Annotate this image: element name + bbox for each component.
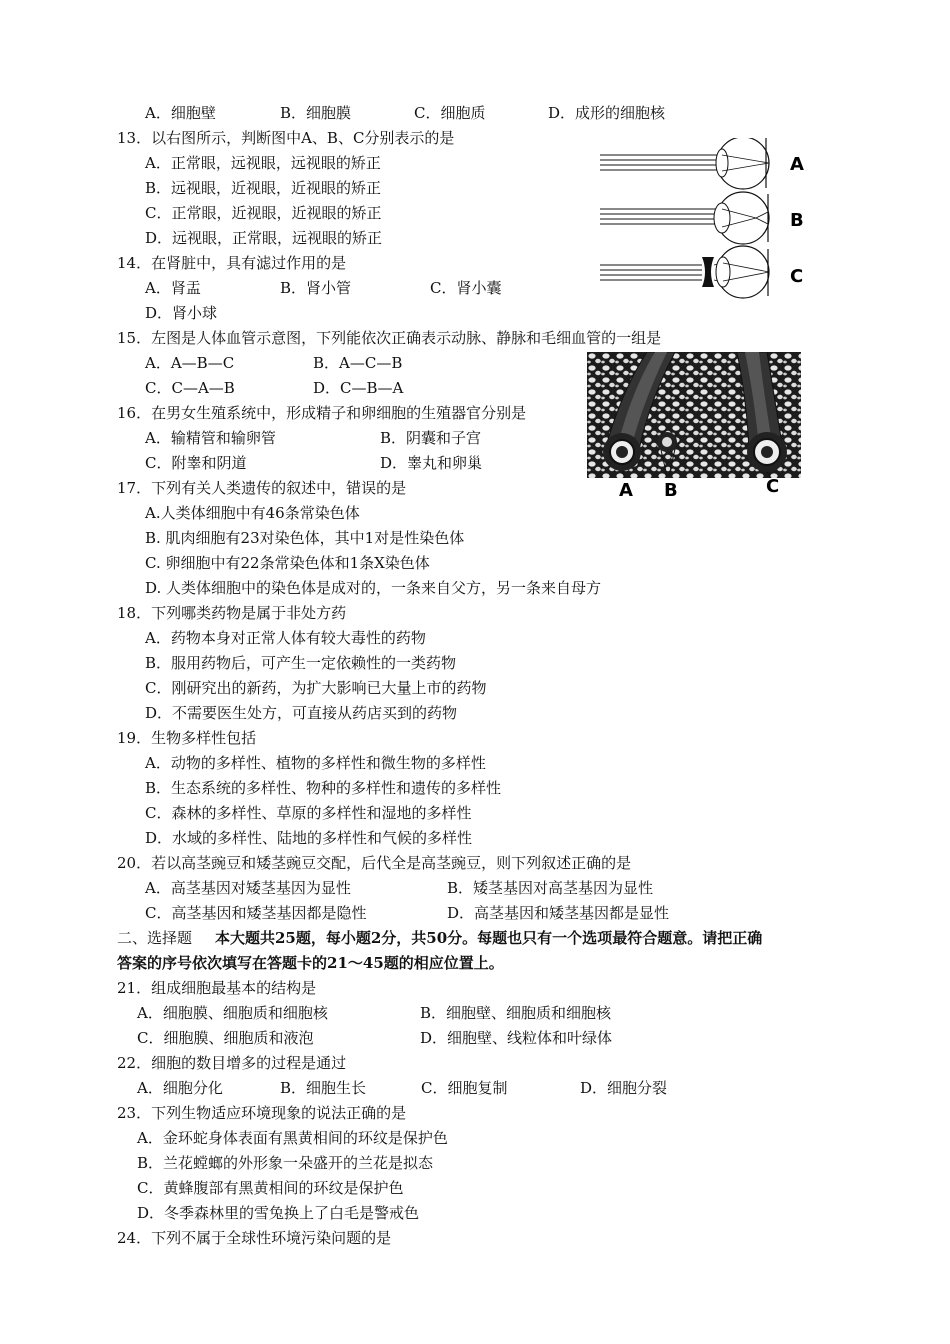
eye-label-c: C (790, 266, 804, 287)
q12-option-b: B．细胞膜 (280, 104, 352, 122)
eye-label-a: A (790, 154, 804, 175)
q23-option-a: A．金环蛇身体表面有黑黄相间的环纹是保护色 (137, 1129, 448, 1147)
q20-option-a: A．高茎基因对矮茎基因为显性 (145, 879, 351, 897)
q20-option-b: B．矮茎基因对高茎基因为显性 (447, 879, 654, 897)
eye-a (600, 138, 769, 189)
q15-stem: 15．左图是人体血管示意图，下列能依次正确表示动脉、静脉和毛细血管的一组是 (117, 329, 662, 347)
q16-option-a: A．输精管和输卵管 (145, 429, 276, 447)
q23-option-c: C．黄蜂腹部有黑黄相间的环纹是保护色 (137, 1179, 404, 1197)
q12-option-d: D．成形的细胞核 (548, 104, 666, 122)
q23-option-d: D．冬季森林里的雪兔换上了白毛是警戒色 (137, 1204, 420, 1222)
q24-stem: 24．下列不属于全球性环境污染问题的是 (117, 1229, 392, 1247)
eye-lens-figure (598, 138, 813, 304)
q16-option-d: D．睾丸和卵巢 (380, 454, 483, 472)
vessel-label-c: C (766, 476, 780, 497)
q17-option-d: D. 人类体细胞中的染色体是成对的，一条来自父方，另一条来自母方 (145, 579, 602, 597)
q15-option-d: D．C—B—A (313, 379, 404, 397)
eye-b (600, 192, 769, 244)
q15-option-c: C．C—A—B (145, 379, 235, 397)
q23-stem: 23．下列生物适应环境现象的说法正确的是 (117, 1104, 407, 1122)
q13-option-b: B．远视眼，近视眼，近视眼的矫正 (145, 179, 382, 197)
q13-option-d: D．远视眼，正常眼，远视眼的矫正 (145, 229, 383, 247)
q18-option-d: D．不需要医生处方，可直接从药店买到的药物 (145, 704, 458, 722)
q22-option-b: B．细胞生长 (280, 1079, 367, 1097)
vessel-label-b: B (664, 480, 678, 500)
q12-option-c: C．细胞质 (414, 104, 486, 122)
q20-stem: 20．若以高茎豌豆和矮茎豌豆交配，后代全是高茎豌豆，则下列叙述正确的是 (117, 854, 632, 872)
q21-stem: 21．组成细胞最基本的结构是 (117, 979, 317, 997)
q17-option-c: C. 卵细胞中有22条常染色体和1条X染色体 (145, 554, 430, 572)
vessel-label-a: A (619, 480, 633, 500)
q22-option-a: A．细胞分化 (137, 1079, 223, 1097)
q19-stem: 19．生物多样性包括 (117, 729, 257, 747)
q17-option-b: B. 肌肉细胞有23对染色体，其中1对是性染色体 (145, 529, 465, 547)
q15-option-b: B．A—C—B (313, 354, 403, 372)
eye-c (600, 246, 769, 298)
q14-stem: 14．在肾脏中，具有滤过作用的是 (117, 254, 347, 272)
q21-option-a: A．细胞膜、细胞质和细胞核 (137, 1004, 328, 1022)
q23-option-b: B．兰花螳螂的外形象一朵盛开的兰花是拟态 (137, 1154, 434, 1172)
q12-option-a: A．细胞壁 (145, 104, 216, 122)
q13-option-c: C．正常眼，近视眼，近视眼的矫正 (145, 204, 382, 222)
q21-option-b: B．细胞壁、细胞质和细胞核 (420, 1004, 612, 1022)
q14-option-c: C．肾小囊 (430, 279, 502, 297)
eye-label-b: B (790, 210, 804, 231)
q19-option-b: B．生态系统的多样性、物种的多样性和遗传的多样性 (145, 779, 502, 797)
q21-option-d: D．细胞壁、线粒体和叶绿体 (420, 1029, 613, 1047)
q15-option-a: A．A—B—C (145, 354, 235, 372)
q19-option-c: C．森林的多样性、草原的多样性和湿地的多样性 (145, 804, 472, 822)
q18-stem: 18．下列哪类药物是属于非处方药 (117, 604, 347, 622)
q13-stem: 13．以右图所示，判断图中A、B、C分别表示的是 (117, 129, 455, 147)
q16-option-b: B．阴囊和子宫 (380, 429, 482, 447)
q13-option-a: A．正常眼，远视眼，远视眼的矫正 (145, 154, 381, 172)
q16-stem: 16．在男女生殖系统中，形成精子和卵细胞的生殖器官分别是 (117, 404, 527, 422)
q18-option-c: C．刚研究出的新药，为扩大影响已大量上市的药物 (145, 679, 487, 697)
q14-option-a: A．肾盂 (145, 279, 201, 297)
q19-option-d: D．水域的多样性、陆地的多样性和气候的多样性 (145, 829, 473, 847)
q16-option-c: C．附睾和阴道 (145, 454, 247, 472)
q22-stem: 22．细胞的数目增多的过程是通过 (117, 1054, 347, 1072)
q22-option-d: D．细胞分裂 (580, 1079, 668, 1097)
q20-option-d: D．高茎基因和矮茎基因都是显性 (447, 904, 670, 922)
q17-option-a: A.人类体细胞中有46条常染色体 (145, 504, 360, 522)
section2-instructions-line1: 本大题共25题，每小题2分，共50分。每题也只有一个选项最符合题意。请把正确 (215, 929, 763, 947)
q14-option-d: D．肾小球 (145, 304, 218, 322)
section2-title: 二、选择题 (117, 929, 193, 947)
q18-option-a: A．药物本身对正常人体有较大毒性的药物 (145, 629, 426, 647)
q18-option-b: B．服用药物后，可产生一定依赖性的一类药物 (145, 654, 457, 672)
section2-instructions-line2: 答案的序号依次填写在答题卡的21～45题的相应位置上。 (117, 954, 504, 972)
q17-stem: 17．下列有关人类遗传的叙述中，错误的是 (117, 479, 407, 497)
blood-vessel-figure (587, 352, 801, 500)
q21-option-c: C．细胞膜、细胞质和液泡 (137, 1029, 314, 1047)
q22-option-c: C．细胞复制 (421, 1079, 508, 1097)
q14-option-b: B．肾小管 (280, 279, 352, 297)
q19-option-a: A．动物的多样性、植物的多样性和微生物的多样性 (145, 754, 486, 772)
q20-option-c: C．高茎基因和矮茎基因都是隐性 (145, 904, 367, 922)
